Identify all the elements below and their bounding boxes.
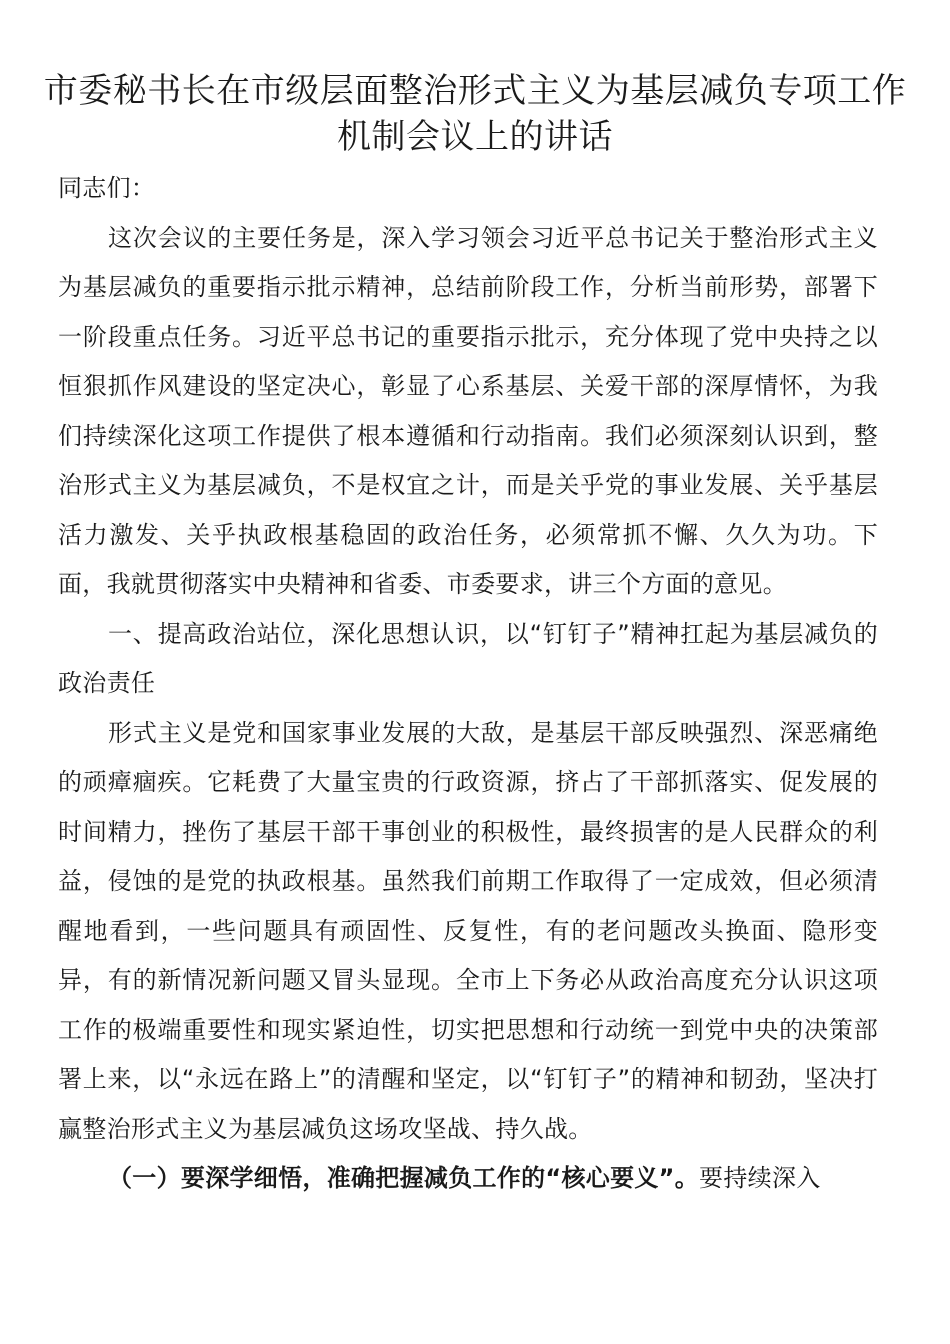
paragraph-formalism: 形式主义是党和国家事业发展的大敌，是基层干部反映强烈、深恶痛绝的顽瘴痼疾。它耗费了大量宝贵的行政资源，挤占了干部抓落实、促发展的时间精力，挫伤了基层干部干事创业的积极性，最终损害的是人民群众的利益，侵蚀的是党的执政根基。虽然我们前期工作取得了一定成效，但必须清醒地看到，一些问题具有顽固性、反复性，有的老问题改头换面、隐形变异，有的新情况新问题又冒头显现。全市上下务必从政治高度充分认识这项工作的极端重要性和现实紧迫性，切实把思想和行动统一到党中央的决策部署上来，以“永远在路上”的清醒和坚定，以“钉钉子”的精神和韧劲，坚决打赢整治形式主义为基层减负这场攻坚战、持久战。 <box>58 718 878 1143</box>
subheading-paragraph <box>58 1154 878 1204</box>
section-heading-one: 一、提高政治站位，深化思想认识，以“钉钉子”精神扛起为基层减负的政治责任 <box>58 619 878 697</box>
document-title: 市委秘书长在市级层面整治形式主义为基层减负专项工作机制会议上的讲话 <box>43 71 907 157</box>
subheading-bold: （一）要深学细悟，准确把握减负工作的“核心要义”。 <box>108 1164 700 1192</box>
document-body <box>58 164 878 1204</box>
salutation: 同志们： <box>58 174 156 202</box>
paragraph-intro: 这次会议的主要任务是，深入学习领会习近平总书记关于整治形式主义为基层减负的重要指示批示精神，总结前阶段工作，分析当前形势，部署下一阶段重点任务。习近平总书记的重要指示批示，充分体现了党中央持之以恒狠抓作风建设的坚定决心，彰显了心系基层、关爱干部的深厚情怀，为我们持续深化这项工作提供了根本遵循和行动指南。我们必须深刻认识到，整治形式主义为基层减负，不是权宜之计，而是关乎党的事业发展、关乎基层活力激发、关乎执政根基稳固的政治任务，必须常抓不懈、久久为功。下面，我就贯彻落实中央精神和省委、市委要求，讲三个方面的意见。 <box>58 223 878 598</box>
subheading-continuation: 要持续深入 <box>699 1164 821 1192</box>
